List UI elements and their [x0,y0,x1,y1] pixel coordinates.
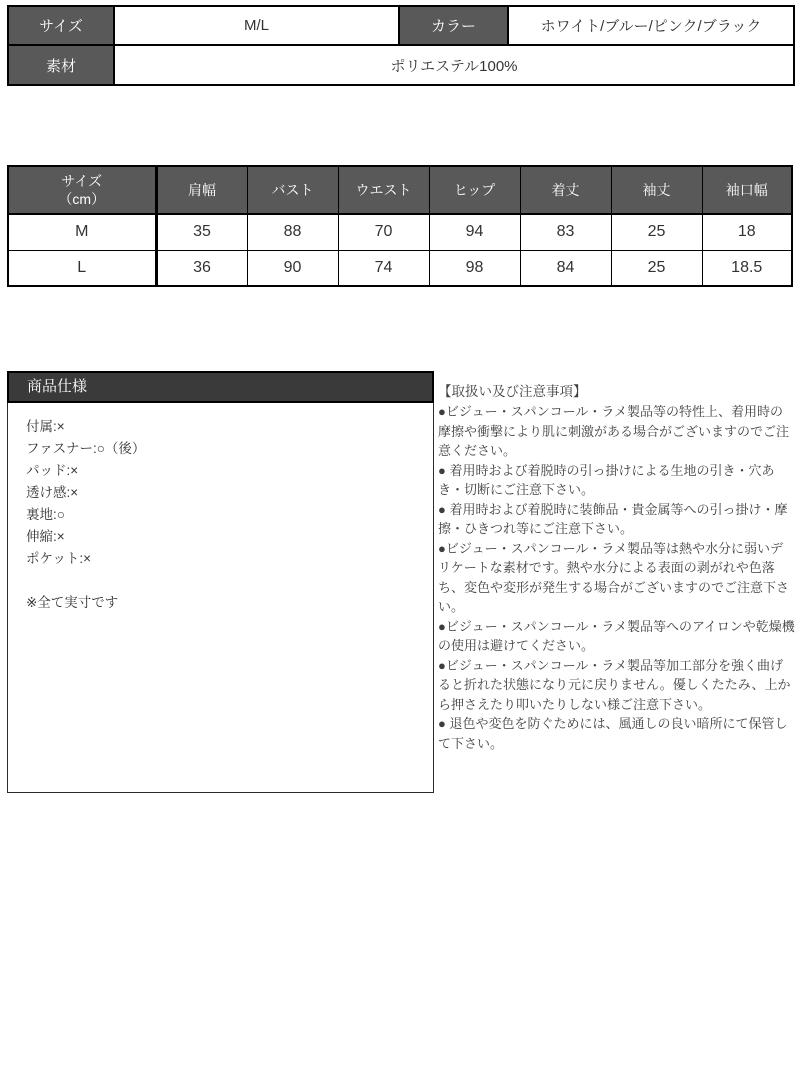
size-chart-table [7,165,793,287]
col-header-shoulder: 肩幅 [156,166,247,214]
size-value-cell: 18 [702,214,792,250]
spec-section-title: 商品仕様 [7,371,434,403]
col-header-length: 着丈 [520,166,611,214]
size-value-cell: 84 [520,250,611,286]
table-row [8,6,794,45]
spec-item-pad: パッド:× [26,463,79,478]
care-item: ● 退色や変色を防ぐためには、風通しの良い暗所にて保管して下さい。 [438,716,788,751]
col-header-cuff: 袖口幅 [702,166,792,214]
size-value-cell: 94 [429,214,520,250]
care-item: ●ビジュー・スパンコール・ラメ製品等加工部分を強く曲げると折れた状態になり元に戻りません。優しくたたみ、上から押さえたり叩いたりしない様ご注意下さい。 [438,657,791,712]
table-row-size-l [8,250,792,286]
spec-item-sheerness: 透け感:× [26,485,79,500]
size-value-cell: 35 [156,214,247,250]
table-row [8,45,794,85]
care-item: ● 着用時および着脱時の引っ掛けによる生地の引き・穴あき・切断にご注意下さい。 [438,462,775,497]
material-value-cell: ポリエステル100% [114,45,794,85]
product-info-table [7,5,795,86]
spec-item-lining: 裏地:○ [26,507,65,522]
size-name-cell: M [8,214,156,250]
size-value-cell: 83 [520,214,611,250]
product-spec-box [7,371,434,793]
size-value-cell: 25 [611,250,702,286]
size-value-cell: 36 [156,250,247,286]
color-value-cell: ホワイト/ブルー/ピンク/ブラック [508,6,794,45]
care-instructions [438,382,795,753]
size-value-cell: 25 [611,214,702,250]
size-value-cell: 74 [338,250,429,286]
size-header-line2: （cm） [58,191,106,207]
spec-measurement-note: ※全て実寸です [26,595,119,610]
col-header-sleeve: 袖丈 [611,166,702,214]
size-cm-header-cell [8,166,156,214]
size-value-cell: 98 [429,250,520,286]
color-label-cell: カラー [399,6,508,45]
care-section-title: 【取扱い及び注意事項】 [438,384,587,399]
table-row-size-m [8,214,792,250]
care-item: ● 着用時および着脱時に装飾品・貴金属等への引っ掛け・摩擦・ひきつれ等にご注意下さい。 [438,501,788,536]
care-item: ●ビジュー・スパンコール・ラメ製品等の特性上、着用時の摩擦や衝撃により肌に刺激がある場合がございますのでご注意ください。 [438,404,790,458]
col-header-waist: ウエスト [338,166,429,214]
col-header-hip: ヒップ [429,166,520,214]
spec-item-accessory: 付属:× [26,419,65,434]
size-header-line1: サイズ [61,173,103,189]
size-label-cell: サイズ [8,6,114,45]
size-name-cell: L [8,250,156,286]
col-header-bust: バスト [247,166,338,214]
size-value-cell: 90 [247,250,338,286]
spec-item-fastener: ファスナー:○（後） [26,441,146,456]
spec-item-pocket: ポケット:× [26,551,91,566]
table-header-row [8,166,792,214]
size-value-cell: 18.5 [702,250,792,286]
size-value-cell: 88 [247,214,338,250]
size-value-cell: M/L [114,6,399,45]
spec-list [7,403,434,793]
care-item: ●ビジュー・スパンコール・ラメ製品等は熱や水分に弱いデリケートな素材です。熱や水分による表面の剥がれや色落ち、変色や変形が発生する場合がございますのでご注意下さい。 [438,540,790,614]
size-value-cell: 70 [338,214,429,250]
spec-item-stretch: 伸縮:× [26,529,65,544]
care-item: ●ビジュー・スパンコール・ラメ製品等へのアイロンや乾燥機の使用は避けてください。 [438,618,795,653]
material-label-cell: 素材 [8,45,114,85]
